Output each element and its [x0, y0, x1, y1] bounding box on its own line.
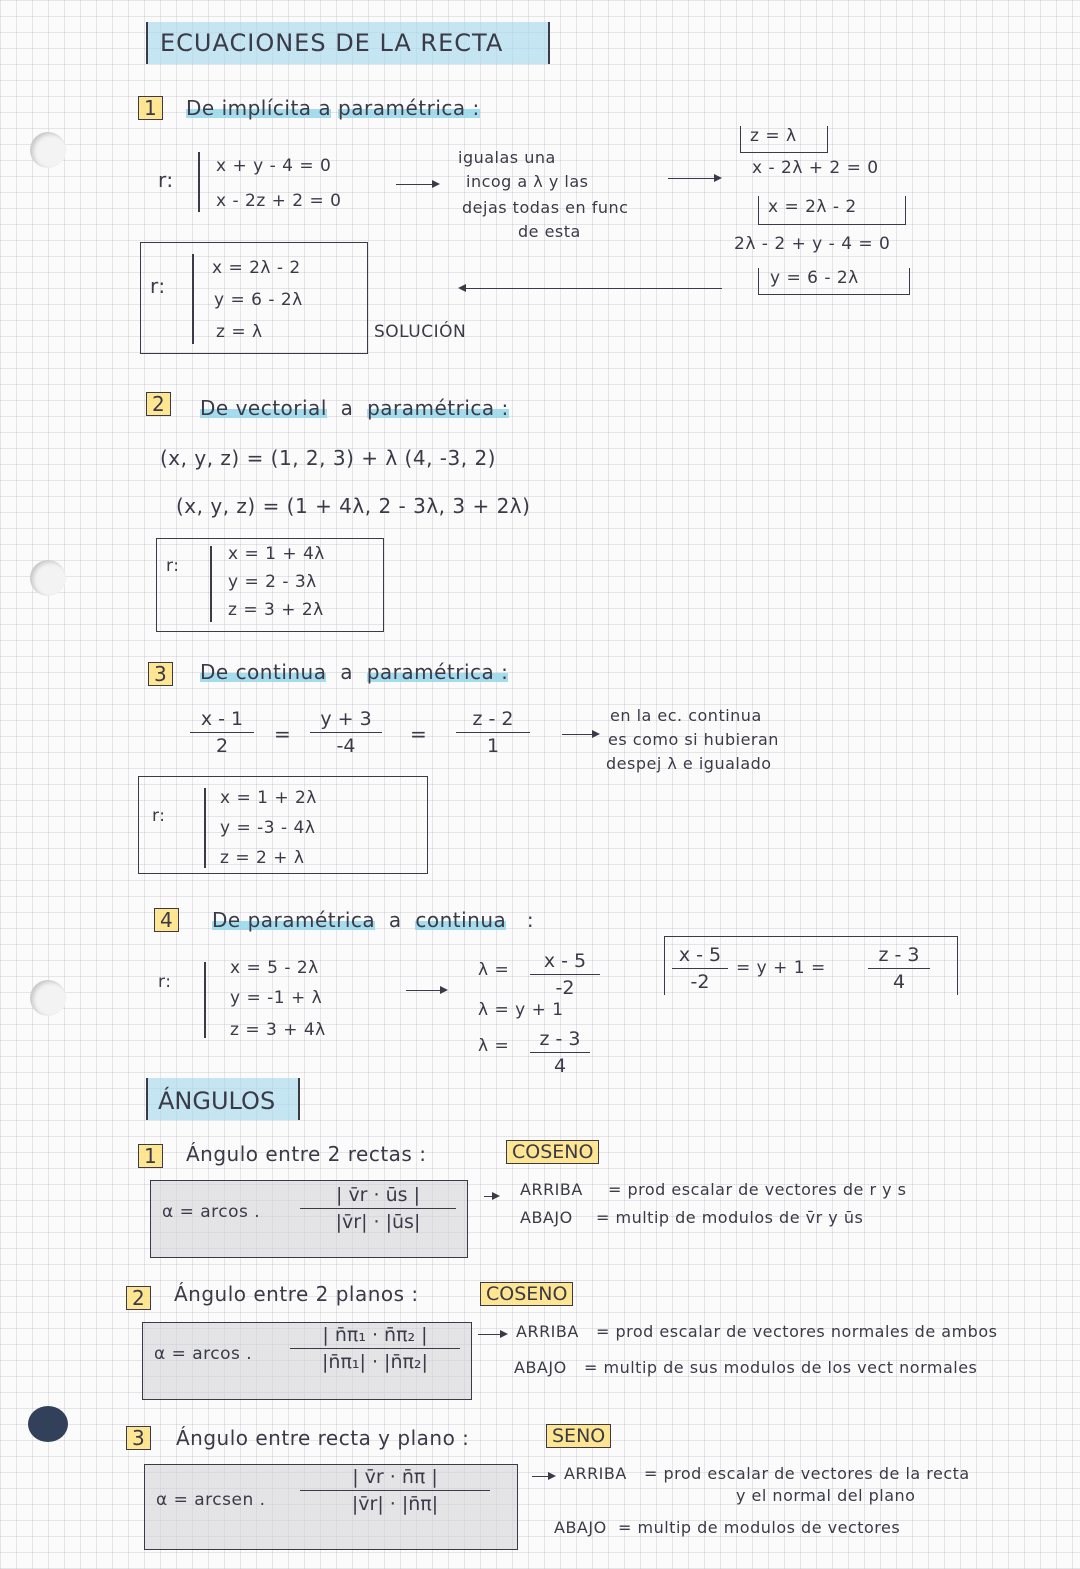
equation: = y + 1 = [736, 958, 826, 978]
fraction-bar [190, 732, 254, 733]
equation: (x, y, z) = (1 + 4λ, 2 - 3λ, 3 + 2λ) [176, 494, 531, 518]
equation: x = 5 - 2λ [230, 958, 319, 978]
arrow-icon [460, 288, 722, 289]
equation: x = 1 + 4λ [228, 544, 325, 564]
line-label: r: [158, 972, 172, 992]
equation-lhs: λ = [478, 1036, 510, 1056]
heading-part: continua [415, 908, 507, 932]
fraction [868, 944, 930, 993]
fraction [672, 944, 728, 993]
numerator: z - 2 [472, 708, 514, 730]
denominator: |v̄r| · |n̄π| [351, 1493, 439, 1515]
fraction-bar [300, 1490, 490, 1491]
note: incog a λ y las [466, 172, 589, 191]
note: = multip de modulos de vectores [618, 1518, 901, 1537]
arrow-icon [562, 734, 598, 735]
arrow-icon [406, 990, 446, 991]
heading-part: paramétrica : [366, 660, 509, 684]
heading-part: De implícita a [186, 96, 332, 120]
formula-lhs: α = arcos . [154, 1344, 253, 1364]
note: = prod escalar de vectores de la recta [644, 1464, 970, 1483]
fraction [300, 1466, 490, 1515]
equation: λ = y + 1 [478, 1000, 564, 1020]
denominator: 4 [892, 971, 906, 993]
binder-hole [28, 1406, 68, 1442]
section-number: 1 [138, 96, 163, 120]
equation: z = λ [216, 322, 263, 342]
note-label: ABAJO [554, 1518, 607, 1537]
fraction-bar [672, 968, 728, 969]
brace [204, 788, 206, 868]
note: de esta [518, 222, 581, 241]
equals-sign: = [274, 722, 292, 746]
step: x - 2λ + 2 = 0 [752, 158, 879, 178]
equation: y = 6 - 2λ [214, 290, 303, 310]
note: igualas una [458, 148, 556, 167]
fraction-bar [456, 732, 530, 733]
section-number: 3 [148, 662, 173, 686]
brace [204, 962, 206, 1038]
section-heading: Ángulo entre 2 rectas : [186, 1142, 427, 1166]
numerator: | v̄r · ūs | [336, 1184, 420, 1206]
numerator: x - 5 [543, 950, 587, 972]
section-heading [200, 396, 509, 420]
equation: y = -3 - 4λ [220, 818, 316, 838]
fraction [190, 708, 254, 757]
section-number: 2 [146, 392, 171, 416]
numerator: | v̄r · n̄π | [352, 1466, 438, 1488]
brace [192, 254, 194, 344]
line-label: r: [150, 274, 166, 298]
numerator: y + 3 [320, 708, 372, 730]
note: = prod escalar de vectores de r y s [608, 1180, 907, 1199]
denominator: |n̄π₁| · |n̄π₂| [322, 1351, 428, 1373]
tag-seno: SENO [546, 1424, 611, 1448]
equation-lhs: λ = [478, 960, 510, 980]
note: = multip de sus modulos de los vect normales [584, 1358, 978, 1377]
fraction-bar [530, 974, 600, 975]
numerator: z - 3 [878, 944, 920, 966]
heading-part: a [340, 660, 353, 684]
fraction-bar [868, 968, 930, 969]
fraction [530, 1028, 590, 1077]
heading-part: De continua [200, 660, 327, 684]
equation: y = 2 - 3λ [228, 572, 317, 592]
heading-part: De vectorial [200, 396, 327, 420]
note-label: ARRIBA [516, 1322, 579, 1341]
step: z = λ [750, 126, 797, 146]
fraction-bar [290, 1348, 460, 1349]
arrow-icon [484, 1196, 498, 1197]
equals-sign: = [410, 722, 428, 746]
equation: y = -1 + λ [230, 988, 323, 1008]
note: = prod escalar de vectores normales de ambos [596, 1322, 998, 1341]
binder-hole [30, 560, 66, 596]
numerator: z - 3 [539, 1028, 581, 1050]
note-label: ABAJO [520, 1208, 573, 1227]
fraction-bar [300, 1208, 456, 1209]
equation: (x, y, z) = (1, 2, 3) + λ (4, -3, 2) [160, 446, 496, 470]
equation: x = 2λ - 2 [212, 258, 301, 278]
angles-title: ÁNGULOS [146, 1078, 300, 1120]
note: y el normal del plano [736, 1486, 916, 1505]
heading-part: paramétrica : [338, 96, 480, 120]
section-heading [200, 660, 508, 684]
fraction [456, 708, 530, 757]
fraction-bar [310, 732, 382, 733]
line-label: r: [152, 806, 166, 826]
heading-part: : [526, 908, 535, 932]
page-title: ECUACIONES DE LA RECTA [146, 22, 550, 64]
line-label: r: [158, 168, 174, 192]
denominator: -4 [336, 735, 356, 757]
denominator: 2 [215, 735, 229, 757]
arrow-icon [532, 1476, 554, 1477]
numerator: x - 5 [678, 944, 722, 966]
step: 2λ - 2 + y - 4 = 0 [734, 234, 891, 254]
note: = multip de modulos de v̄r y ūs [596, 1208, 864, 1227]
note: despej λ e igualado [606, 754, 772, 773]
section-heading [212, 908, 534, 932]
section-number: 4 [154, 908, 179, 932]
section-heading [186, 96, 480, 120]
arrow-icon [478, 1334, 506, 1335]
tag-coseno: COSENO [480, 1282, 573, 1306]
solution-label: SOLUCIÓN [374, 322, 467, 342]
brace [198, 152, 200, 212]
binder-hole [30, 980, 66, 1016]
note-label: ARRIBA [520, 1180, 583, 1199]
section-heading: Ángulo entre 2 planos : [174, 1282, 419, 1306]
heading-part: De paramétrica [212, 908, 376, 932]
denominator: 1 [486, 735, 500, 757]
equation: x = 1 + 2λ [220, 788, 317, 808]
heading-part: a [388, 908, 402, 932]
fraction-bar [530, 1052, 590, 1053]
equation: z = 3 + 2λ [228, 600, 324, 620]
line-label: r: [166, 556, 180, 576]
step: x = 2λ - 2 [768, 197, 857, 217]
note: es como si hubieran [608, 730, 779, 749]
fraction [300, 1184, 456, 1233]
note-label: ARRIBA [564, 1464, 627, 1483]
denominator: |v̄r| · |ūs| [335, 1211, 421, 1233]
arrow-icon [668, 178, 720, 179]
formula-lhs: α = arcos . [162, 1202, 261, 1222]
arrow-icon [396, 184, 438, 185]
note-label: ABAJO [514, 1358, 567, 1377]
tag-coseno: COSENO [506, 1140, 599, 1164]
heading-part: a [340, 396, 354, 420]
fraction [290, 1324, 460, 1373]
numerator: x - 1 [200, 708, 244, 730]
denominator: -2 [690, 971, 710, 993]
note: en la ec. continua [610, 706, 762, 725]
equation: z = 3 + 4λ [230, 1020, 326, 1040]
section-number: 2 [126, 1286, 151, 1310]
heading-part: paramétrica : [367, 396, 509, 420]
equation: x - 2z + 2 = 0 [216, 191, 342, 211]
denominator: -2 [555, 977, 575, 999]
brace [210, 546, 212, 622]
section-number: 3 [126, 1426, 151, 1450]
fraction [530, 950, 600, 999]
section-heading: Ángulo entre recta y plano : [176, 1426, 470, 1450]
section-number: 1 [138, 1144, 163, 1168]
denominator: 4 [553, 1055, 567, 1077]
formula-lhs: α = arcsen . [156, 1490, 266, 1510]
binder-hole [30, 132, 66, 168]
numerator: | n̄π₁ · n̄π₂ | [322, 1324, 428, 1346]
step: y = 6 - 2λ [770, 268, 859, 288]
equation: z = 2 + λ [220, 848, 305, 868]
fraction [310, 708, 382, 757]
note: dejas todas en func [462, 198, 629, 217]
equation: x + y - 4 = 0 [216, 156, 332, 176]
